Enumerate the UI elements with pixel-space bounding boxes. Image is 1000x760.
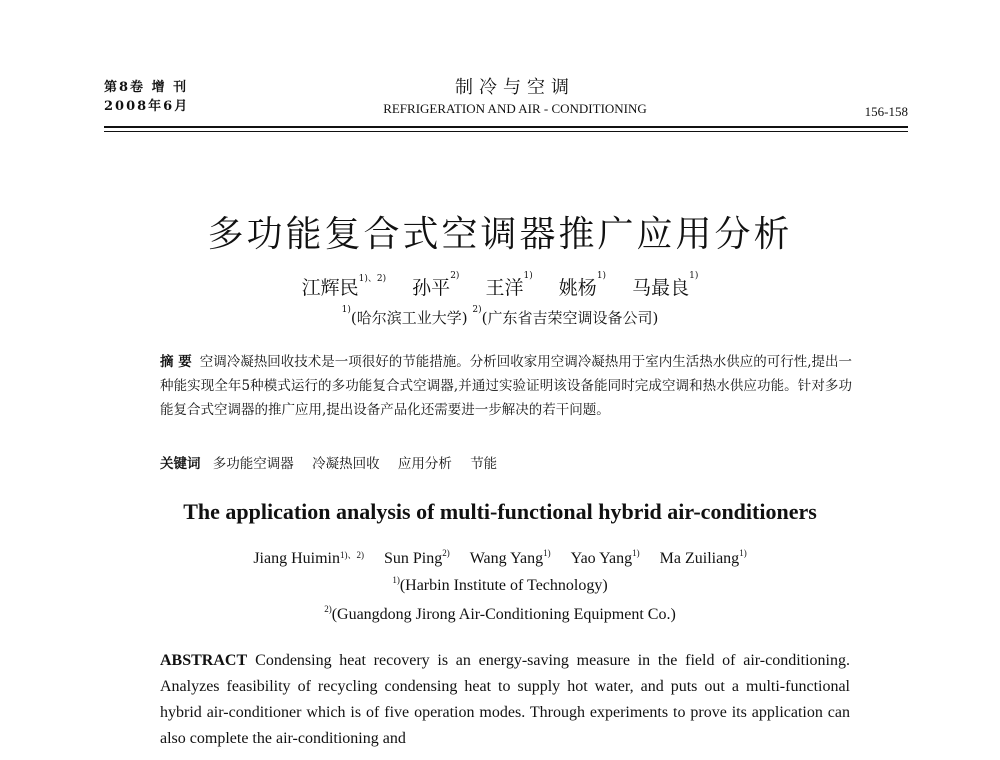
author-name: 姚杨 <box>558 277 597 299</box>
header-rule-thin <box>104 131 908 132</box>
author-name: Ma Zuiliang <box>659 550 740 567</box>
author-name: Sun Ping <box>383 550 443 567</box>
keyword: 多功能空调器 <box>212 456 294 472</box>
author-affil-mark: 2) <box>450 271 460 281</box>
abstract-cn-text: 空调冷凝热回收技术是一项很好的节能措施。分析回收家用空调冷凝热用于室内生活热水供应的可行性,提出一种能实现全年5种模式运行的多功能复合式空调器,并通过实验证明该设备能同时完成空调和热水供应功能。针对多功能复合式空调器的推广应用,提出设备产品化还需要进一步解决的若干问题。 <box>160 354 852 418</box>
keywords-cn-label: 关键词 <box>160 456 201 472</box>
keywords-cn <box>160 452 852 472</box>
author-affil-mark: 2) <box>442 548 450 558</box>
author-affil-mark: 1)、2) <box>339 550 364 560</box>
affiliation-cn: (广东省吉荣空调设备公司) <box>481 309 659 327</box>
paper-title-cn: 多功能复合式空调器推广应用分析 <box>207 214 793 255</box>
author-affil-mark: 1) <box>632 548 640 558</box>
author-affil-mark: 1) <box>689 271 699 281</box>
abstract-en-text: Condensing heat recovery is an energy-saving measure in the field of air-conditioning. Analyzes feasibility of recycling condensing heat to supply hot water, and puts out a multi-functional hybrid air-conditioner which is of five operation modes. Through experiments to prove its application can also complete the air-conditioning and <box>160 652 850 747</box>
abstract-cn <box>160 350 852 422</box>
author-cn <box>632 271 699 299</box>
journal-title-en: REFRIGERATION AND AIR - CONDITIONING <box>383 101 647 116</box>
keyword: 应用分析 <box>397 456 452 472</box>
affiliation-en: (Harbin Institute of Technology) <box>399 577 608 594</box>
abstract-en <box>160 648 850 752</box>
author-name: 王洋 <box>485 277 524 299</box>
paper-title-en: The application analysis of multi-functional hybrid air-conditioners <box>183 499 817 524</box>
affiliation-en-1 <box>0 577 1000 595</box>
affiliation-en: (Guangdong Jirong Air-Conditioning Equipment Co.) <box>331 606 676 623</box>
date-line: 2008年6月 <box>104 99 190 114</box>
abstract-en-label: ABSTRACT <box>160 652 248 669</box>
author-en <box>253 550 364 567</box>
author-affil-mark: 1)、2) <box>358 274 387 284</box>
author-affil-mark: 1) <box>596 271 607 281</box>
author-en <box>470 550 551 567</box>
author-name: Yao Yang <box>570 550 633 567</box>
author-cn <box>485 271 533 299</box>
author-name: Jiang Huimin <box>253 550 340 567</box>
affiliations-cn <box>0 307 1000 328</box>
author-en <box>384 550 450 567</box>
keyword: 节能 <box>470 456 498 472</box>
author-name: Wang Yang <box>469 550 544 567</box>
author-cn <box>558 271 607 299</box>
author-affil-mark: 1) <box>523 271 533 281</box>
author-list-en <box>0 550 1000 568</box>
author-en <box>660 550 747 567</box>
affiliation-cn: (哈尔滨工业大学) <box>350 309 468 327</box>
affil-mark: 1) <box>341 305 351 315</box>
author-affil-mark: 1) <box>739 548 747 558</box>
author-name: 马最良 <box>632 277 690 299</box>
keyword: 冷凝热回收 <box>312 456 380 472</box>
volume-line: 第8卷 增 刊 <box>104 80 189 95</box>
affil-mark: 1) <box>392 575 400 585</box>
affiliation-en-2 <box>0 606 1000 624</box>
author-name: 孙平 <box>412 277 451 299</box>
author-affil-mark: 1) <box>543 548 551 558</box>
author-list-cn <box>0 273 1000 300</box>
affil-mark: 2) <box>324 604 332 614</box>
affil-mark: 2) <box>472 305 482 315</box>
header-rule-thick <box>104 126 908 128</box>
journal-title-cn: 制冷与空调 <box>455 77 575 98</box>
abstract-cn-label: 摘 要 <box>160 354 192 370</box>
journal-title <box>330 76 700 118</box>
page-range: 156-158 <box>864 104 908 119</box>
journal-volume-issue <box>104 78 189 116</box>
author-name: 江辉民 <box>301 277 359 299</box>
author-cn <box>301 274 387 299</box>
author-en <box>571 550 640 567</box>
author-cn <box>412 271 460 299</box>
